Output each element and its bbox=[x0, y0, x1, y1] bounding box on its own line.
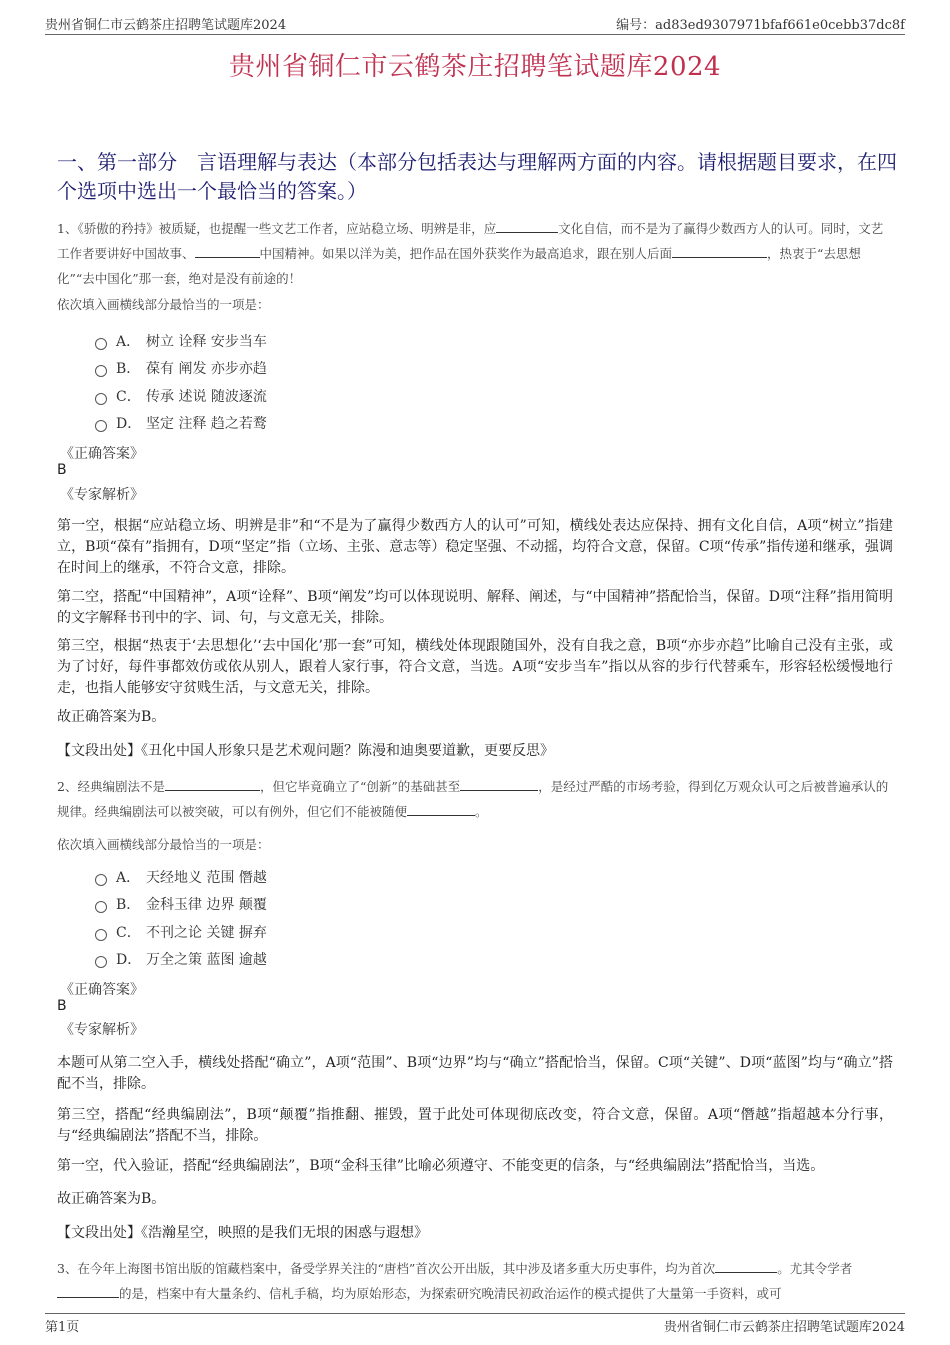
option-key: D． bbox=[116, 952, 142, 969]
option-text: 不刊之论 关键 摒弃 bbox=[146, 924, 267, 941]
option-text: 万全之策 蓝图 逾越 bbox=[146, 952, 267, 969]
q1-option-a[interactable] bbox=[95, 327, 267, 355]
radio-icon[interactable] bbox=[95, 929, 107, 941]
q2-option-c[interactable] bbox=[95, 918, 267, 946]
q3-text-part: 。尤其令学者 bbox=[777, 1261, 853, 1276]
q1-analysis-p3: 第三空，根据“热衷于‘去思想化’‘去中国化’那一套”可知，横线处体现跟随国外，没有自我之意，B项“亦步亦趋”比喻自己没有主张，或为了讨好，每件事都效仿或依从别人，跟着人家行事，符合文意，当选。A项“安步当车”指以从容的步行代替乘车，形容轻松缓慢地行走，也指人能够安守贫贱生活，与文意无关，排除。 bbox=[57, 638, 893, 696]
section-heading: 一、第一部分 言语理解与表达（本部分包括表达与理解两方面的内容。请根据题目要求，在四个选项中选出一个最恰当的答案。） bbox=[57, 150, 897, 203]
q2-text-part: 。 bbox=[475, 804, 488, 819]
option-key: C． bbox=[116, 388, 141, 405]
q1-prompt: 依次填入画横线部分最恰当的一项是： bbox=[57, 297, 270, 312]
q1-conclusion: 故正确答案为B。 bbox=[57, 709, 166, 725]
q1-option-c[interactable] bbox=[95, 382, 267, 410]
q2-option-b[interactable] bbox=[95, 891, 267, 919]
q2-answer-label: 《正确答案》 bbox=[60, 982, 144, 998]
header-doc-title: 贵州省铜仁市云鹤茶庄招聘笔试题库2024 bbox=[45, 18, 287, 33]
blank-line bbox=[57, 1283, 119, 1298]
option-key: B． bbox=[116, 897, 141, 914]
option-key: D． bbox=[116, 416, 142, 433]
radio-icon[interactable] bbox=[95, 901, 107, 913]
q3-text-part: 的是，档案中有大量条约、信札手稿，均为原始形态，为探索研究晚清民初政治运作的模式提供了大量第一手资料，或可 bbox=[119, 1286, 782, 1301]
q2-text-part: ，是经过严酷的市场考验，得到亿万观众认可之后被普遍承认的规律。经典编剧法可以被突破，可以有例外，但它们不能被随便 bbox=[57, 779, 889, 819]
q1-option-b[interactable] bbox=[95, 355, 267, 383]
blank-line bbox=[165, 776, 260, 791]
q2-text-part: 2、经典编剧法不是 bbox=[57, 779, 165, 794]
option-text: 树立 诠释 安步当车 bbox=[146, 333, 267, 350]
q1-text-part: ，热衷于“去思想化”“去中国化”那一套，绝对是没有前途的！ bbox=[57, 246, 861, 286]
q2-text-part: ，但它毕竟确立了“创新”的基础甚至 bbox=[259, 779, 461, 794]
q2-analysis-p2: 第三空，搭配“经典编剧法”，B项“颠覆”指推翻、摧毁，置于此处可体现彻底改变，符合文意，保留。A项“僭越”指超越本分行事，与“经典编剧法”搭配不当，排除。 bbox=[57, 1107, 893, 1144]
q1-text-part: 文化自信，而不是为了赢得少数西方人的认可。同时，文艺工作者要讲好中国故事、 bbox=[57, 221, 884, 261]
blank-line bbox=[672, 243, 767, 258]
option-key: A． bbox=[116, 869, 141, 886]
q1-answer: B bbox=[57, 462, 67, 478]
option-text: 葆有 阐发 亦步亦趋 bbox=[146, 361, 267, 378]
q1-source: 【文段出处】《丑化中国人形象只是艺术观问题？陈漫和迪奥要道歉，更要反思》 bbox=[57, 743, 554, 759]
q1-options bbox=[95, 327, 267, 437]
blank-line bbox=[715, 1258, 777, 1273]
page-footer bbox=[45, 1313, 905, 1334]
q2-analysis-p1: 本题可从第二空入手，横线处搭配“确立”，A项“范围”、B项“边界”均与“确立”搭配恰当，保留。C项“关键”、D项“蓝图”均与“确立”搭配不当，排除。 bbox=[57, 1055, 893, 1092]
q2-options bbox=[95, 863, 267, 973]
header-doc-id: 编号：ad83ed9307971bfaf661e0cebb37dc8f bbox=[616, 18, 905, 33]
option-text: 金科玉律 边界 颠覆 bbox=[146, 897, 267, 914]
q1-analysis-label: 《专家解析》 bbox=[60, 487, 144, 503]
radio-icon[interactable] bbox=[95, 338, 107, 350]
option-key: A． bbox=[116, 333, 141, 350]
q1-option-d[interactable] bbox=[95, 410, 267, 438]
page-title: 贵州省铜仁市云鹤茶庄招聘笔试题库2024 bbox=[228, 52, 722, 82]
radio-icon[interactable] bbox=[95, 393, 107, 405]
q1-text-part: 中国精神。如果以洋为美，把作品在国外获奖作为最高追求，跟在别人后面 bbox=[259, 246, 673, 261]
q2-source: 【文段出处】《浩瀚星空，映照的是我们无垠的困惑与遐想》 bbox=[57, 1225, 428, 1241]
option-text: 天经地义 范围 僭越 bbox=[146, 869, 267, 886]
option-key: C． bbox=[116, 924, 141, 941]
q2-option-d[interactable] bbox=[95, 946, 267, 974]
q2-analysis-p3: 第一空，代入验证，搭配“经典编剧法”，B项“金科玉律”比喻必须遵守、不能变更的信条，与“经典编剧法”搭配恰当，当选。 bbox=[57, 1158, 825, 1174]
question-3-stem bbox=[57, 1256, 895, 1306]
q1-text-part: 1、《骄傲的矜持》被质疑，也提醒一些文艺工作者，应站稳立场、明辨是非，应 bbox=[57, 221, 497, 236]
radio-icon[interactable] bbox=[95, 365, 107, 377]
option-key: B． bbox=[116, 361, 141, 378]
q2-option-a[interactable] bbox=[95, 863, 267, 891]
q2-answer: B bbox=[57, 998, 67, 1014]
q2-analysis-label: 《专家解析》 bbox=[60, 1022, 144, 1038]
question-2-stem bbox=[57, 774, 895, 824]
page-header bbox=[45, 14, 905, 35]
q3-text-part: 3、在今年上海图书馆出版的馆藏档案中，备受学界关注的“唐档”首次公开出版，其中涉及诸多重大历史事件，均为首次 bbox=[57, 1261, 716, 1276]
q1-answer-label: 《正确答案》 bbox=[60, 446, 144, 462]
option-text: 坚定 注释 趋之若鹜 bbox=[146, 416, 267, 433]
blank-line bbox=[496, 218, 558, 233]
blank-line bbox=[407, 801, 475, 816]
option-text: 传承 述说 随波逐流 bbox=[146, 388, 267, 405]
question-1-stem bbox=[57, 216, 895, 291]
radio-icon[interactable] bbox=[95, 874, 107, 886]
q1-analysis-p2: 第二空，搭配“中国精神”，A项“诠释”、B项“阐发”均可以体现说明、解释、阐述，与“中国精神”搭配恰当，保留。D项“注释”指用简明的文字解释书刊中的字、词、句，与文意无关，排除。 bbox=[57, 589, 893, 626]
page-number: 第1页 bbox=[45, 1320, 80, 1335]
q1-analysis-p1: 第一空，根据“应站稳立场、明辨是非”和“不是为了赢得少数西方人的认可”可知，横线处表达应保持、拥有文化自信，A项“树立”指建立，B项“葆有”指拥有，D项“坚定”指（立场、主张、意志等）稳定坚强、不动摇，均符合文意，保留。C项“传承”指传递和继承，强调在时间上的继承，不符合文意，排除。 bbox=[57, 518, 893, 576]
radio-icon[interactable] bbox=[95, 420, 107, 432]
q2-conclusion: 故正确答案为B。 bbox=[57, 1191, 166, 1207]
radio-icon[interactable] bbox=[95, 956, 107, 968]
q2-prompt: 依次填入画横线部分最恰当的一项是： bbox=[57, 837, 270, 852]
blank-line bbox=[195, 243, 260, 258]
blank-line bbox=[460, 776, 538, 791]
footer-doc-title: 贵州省铜仁市云鹤茶庄招聘笔试题库2024 bbox=[663, 1320, 905, 1335]
